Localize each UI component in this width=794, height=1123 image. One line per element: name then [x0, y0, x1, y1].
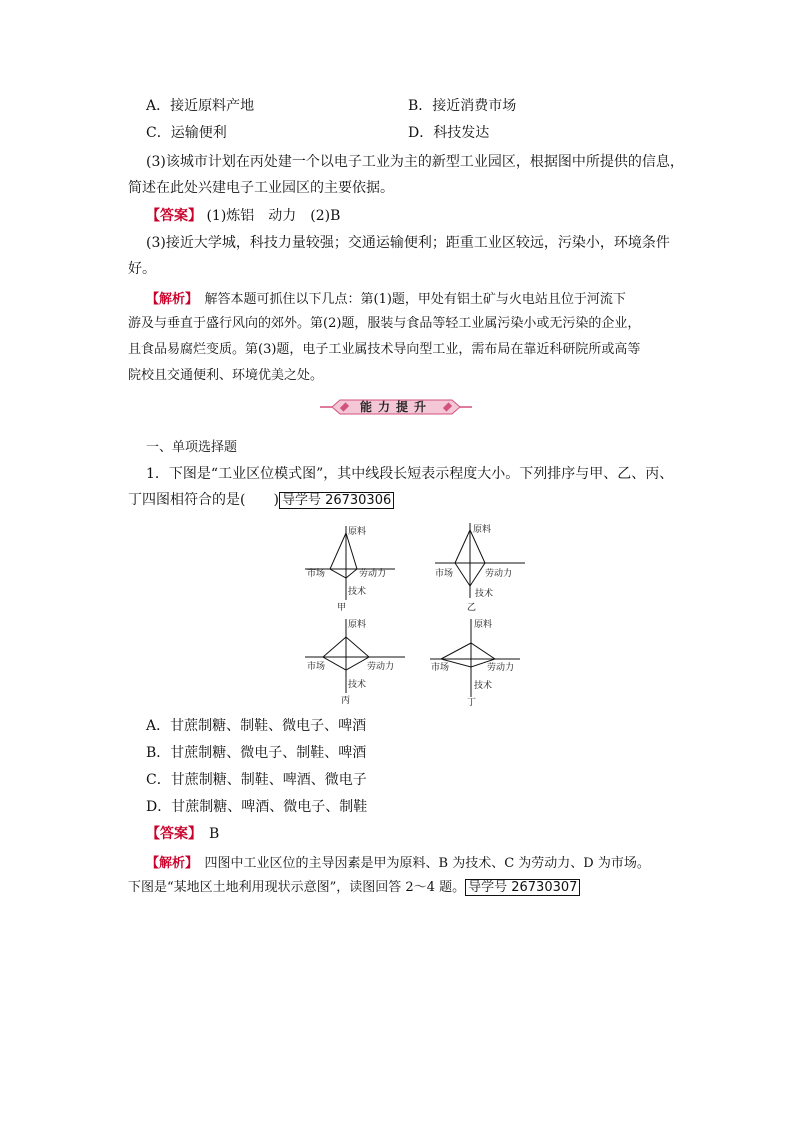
diagram-ding-right-label: 劳动力 — [487, 663, 515, 673]
question-1-stem: 丁四图相符合的是( ) — [128, 492, 279, 508]
q1-option-b: B．甘蔗制糖、微电子、制鞋、啤酒 — [146, 745, 367, 761]
option-b-market: B．接近消费市场 — [408, 98, 517, 114]
option-d-technology: D．科技发达 — [408, 125, 490, 141]
diagram-jia-top-label: 原料 — [348, 527, 367, 537]
explanation-2-line1: 四图中工业区位的主导因素是甲为原料、B 为技术、C 为劳动力、D 为市场。 — [191, 856, 650, 871]
diagram-ding-top-label: 原料 — [474, 620, 493, 630]
q1-option-d: D．甘蔗制糖、啤酒、微电子、制鞋 — [146, 799, 368, 815]
option-c-transport: C．运输便利 — [146, 125, 227, 141]
question-3-line1: (3)该城市计划在丙处建一个以电子工业为主的新型工业园区，根据图中所提供的信息， — [146, 154, 684, 170]
guide-number-box-2: 导学号 26730307 — [465, 879, 580, 896]
answer-block-1 — [146, 205, 340, 225]
diagram-ding-bottom-label: 技术 — [474, 681, 493, 691]
next-question-intro: 下图是“某地区土地利用现状示意图”，读图回答 2～4 题。 — [128, 880, 466, 895]
question-3-line2: 简述在此处兴建电子工业园区的主要依据。 — [128, 180, 394, 196]
q1-option-c: C．甘蔗制糖、制鞋、啤酒、微电子 — [146, 772, 367, 788]
section-title: 一、单项选择题 — [146, 440, 238, 455]
option-a-raw-materials: A．接近原料产地 — [146, 98, 255, 114]
explanation-line1: 解答本题可抓住以下几点：第(1)题，甲处有铝土矿与火电站且位于河流下 — [191, 292, 626, 307]
answer-1-line3: 好。 — [128, 261, 156, 277]
q1-option-a: A．甘蔗制糖、制鞋、微电子、啤酒 — [146, 718, 367, 734]
explanation-1-line3: 且食品易腐烂变质。第(3)题，电子工业属技术导向型工业，需布局在靠近科研院所或高等 — [128, 342, 641, 357]
diagram-bing-left-label: 市场 — [307, 662, 326, 672]
diagram-yi — [425, 518, 535, 618]
diagram-jia-bottom-label: 技术 — [348, 587, 367, 597]
diagram-bing — [295, 615, 415, 710]
diagram-ding — [425, 615, 525, 710]
diagram-bing-bottom-label: 技术 — [348, 680, 367, 690]
answer-tag: 【答案】 — [146, 208, 202, 224]
diagram-yi-left-label: 市场 — [435, 569, 454, 579]
question-1-line1: 1．下图是“工业区位模式图”，其中线段长短表示程度大小。下列排序与甲、乙、丙、 — [146, 466, 674, 482]
question-1-line2 — [128, 490, 394, 511]
explanation-2-tag: 【解析】 — [146, 856, 192, 871]
answer-2-text: B — [195, 826, 220, 842]
explanation-2-line2 — [128, 878, 580, 898]
explanation-block-2 — [146, 852, 650, 871]
answer-2-tag: 【答案】 — [146, 826, 195, 842]
diagram-jia-left-label: 市场 — [307, 569, 326, 579]
diagram-bing-top-label: 原料 — [348, 620, 367, 630]
banner-title: 能力提升 — [359, 400, 432, 414]
diagram-yi-right-label: 劳动力 — [485, 569, 513, 579]
diagram-jia-caption: 甲 — [337, 603, 347, 613]
diagram-ding-left-label: 市场 — [431, 663, 450, 673]
explanation-1-line4: 院校且交通便利、环境优美之处。 — [128, 368, 324, 383]
explanation-block-1 — [146, 288, 626, 307]
explanation-1-line2: 游及与垂直于盛行风向的郊外。第(2)题，服装与食品等轻工业属污染小或无污染的企业， — [128, 316, 641, 331]
guide-number-box: 导学号 26730306 — [279, 492, 394, 509]
section-banner — [320, 398, 472, 416]
diagram-ding-caption: 丁 — [467, 698, 477, 708]
explanation-tag: 【解析】 — [146, 292, 192, 307]
diagram-bing-caption: 丙 — [341, 696, 351, 706]
diagram-yi-caption: 乙 — [467, 603, 477, 613]
diagram-yi-bottom-label: 技术 — [475, 589, 494, 599]
diagram-yi-top-label: 原料 — [473, 525, 492, 535]
answer-block-2 — [146, 823, 219, 843]
diagram-bing-right-label: 劳动力 — [367, 662, 395, 672]
answer-text: (1)炼铝 动力 (2)B — [202, 208, 341, 224]
answer-1-line2: (3)接近大学城，科技力量较强；交通运输便利；距重工业区较远，污染小，环境条件 — [146, 235, 670, 251]
diagram-jia-right-label: 劳动力 — [359, 569, 387, 579]
